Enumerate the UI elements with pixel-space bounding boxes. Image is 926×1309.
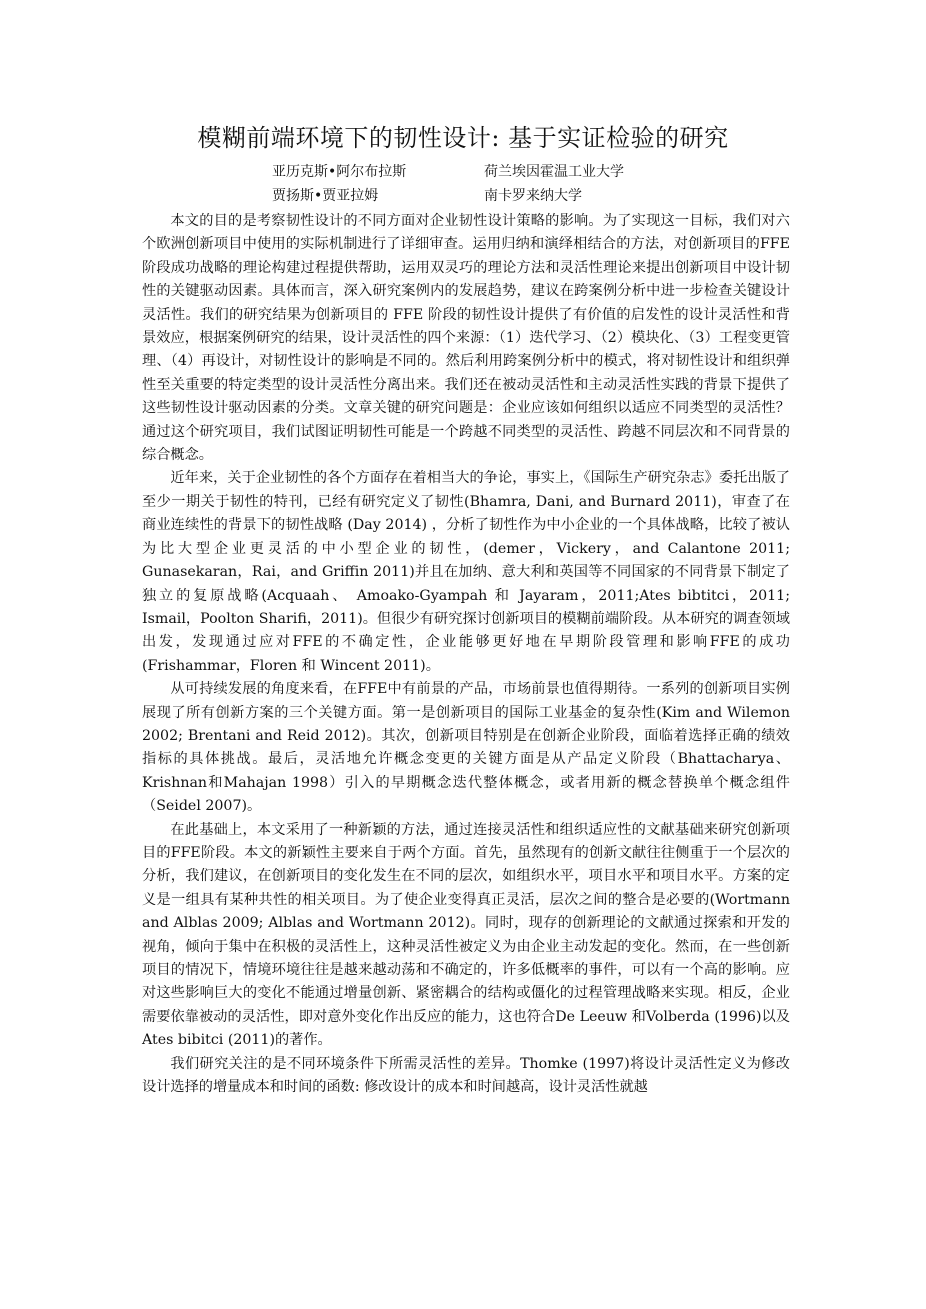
author-affiliation: 南卡罗来纳大学 [484,188,582,204]
paragraph: 从可持续发展的角度来看，在FFE中有前景的产品，市场前景也值得期待。一系列的创新项目实例展现了所有创新方案的三个关键方面。第一是创新项目的国际工业基金的复杂性(Kim and Wilemon 2002; Brentani and Reid 2012)。其次，创新项目特别是在创新企业阶段，面临着选择正确的绩效指标的具体挑战。最后，灵活地允许概念变更的关键方面是从产品定义阶段（Bhattacharya、Krishnan和Mahajan 1998）引入的早期概念迭代整体概念，或者用新的概念替换单个概念组件（Seidel 2007)。 [142,681,790,815]
paragraph-abstract: 本文的目的是考察韧性设计的不同方面对企业韧性设计策略的影响。为了实现这一目标，我们对六个欧洲创新项目中使用的实际机制进行了详细审查。运用归纳和演绎相结合的方法，对创新项目的FFE阶段成功战略的理论构建过程提供帮助，运用双灵巧的理论方法和灵活性理论来提出创新项目中设计韧性的关键驱动因素。具体而言，深入研究案例内的发展趋势，建议在跨案例分析中进一步检查关键设计灵活性。我们的研究结果为创新项目的 FFE 阶段的韧性设计提供了有价值的启发性的设计灵活性和背景效应，根据案例研究的结果，设计灵活性的四个来源：（1）迭代学习、（2）模块化、（3）工程变更管理、（4）再设计，对韧性设计的影响是不同的。然后利用跨案例分析中的模式，将对韧性设计和组织弹性至关重要的特定类型的设计灵活性分离出来。我们还在被动灵活性和主动灵活性实践的背景下提供了这些韧性设计驱动因素的分类。文章关键的研究问题是：企业应该如何组织以适应不同类型的灵活性？通过这个研究项目，我们试图证明韧性可能是一个跨越不同类型的灵活性、跨越不同层次和不同背景的综合概念。 [142,213,790,464]
body-text [142,210,790,1099]
paragraph: 我们研究关注的是不同环境条件下所需灵活性的差异。Thomke (1997)将设计灵活性定义为修改设计选择的增量成本和时间的函数: 修改设计的成本和时间越高，设计灵活性就越 [142,1055,790,1096]
author-name: 贾扬斯•贾亚拉姆 [272,188,379,204]
author-name: 亚历克斯•阿尔布拉斯 [272,164,407,180]
paragraph: 近年来，关于企业韧性的各个方面存在着相当大的争论，事实上，《国际生产研究杂志》委托出版了至少一期关于韧性的特刊，已经有研究定义了韧性(Bhamra, Dani, and Burnard 2011)，审查了在商业连续性的背景下的韧性战略 (Day 2014) ，分析了韧性作为中小企业的一个具体战略，比较了被认为比大型企业更灵活的中小型企业的韧性，(demer，Vickery，and Calantone 2011; Gunasekaran，Rai，and Griffin 2011)并且在加纳、意大利和英国等不同国家的不同背景下制定了独立的复原战略(Acquaah、 Amoako-Gyampah 和 Jayaram，2011;Ates bibtitci，2011; Ismail，Poolton Sharifi，2011)。但很少有研究探讨创新项目的模糊前端阶段。从本研究的调查领域出发，发现通过应对FFE的不确定性，企业能够更好地在早期阶段管理和影响FFE的成功(Frishammar，Floren 和 Wincent 2011)。 [142,470,790,674]
paragraph: 在此基础上，本文采用了一种新颖的方法，通过连接灵活性和组织适应性的文献基础来研究创新项目的FFE阶段。本文的新颖性主要来自于两个方面。首先，虽然现有的创新文献往往侧重于一个层次的分析，我们建议，在创新项目的变化发生在不同的层次，如组织水平，项目水平和项目水平。方案的定义是一组具有某种共性的相关项目。为了使企业变得真正灵活，层次之间的整合是必要的(Wortmann and Alblas 2009; Alblas and Wortmann 2012)。同时，现存的创新理论的文献通过探索和开发的视角，倾向于集中在积极的灵活性上，这种灵活性被定义为由企业主动发起的变化。然而，在一些创新项目的情况下，情境环境往往是越来越动荡和不确定的，许多低概率的事件，可以有一个高的影响。应对这些影响巨大的变化不能通过增量创新、紧密耦合的结构或僵化的过程管理战略来实现。相反，企业需要依靠被动的灵活性，即对意外变化作出反应的能力，这也符合De Leeuw 和Volberda (1996)以及 Ates bibitci (2011)的著作。 [142,821,790,1049]
paper-title: 模糊前端环境下的韧性设计: 基于实证检验的研究 [197,124,729,152]
author-affiliation: 荷兰埃因霍温工业大学 [484,164,624,180]
